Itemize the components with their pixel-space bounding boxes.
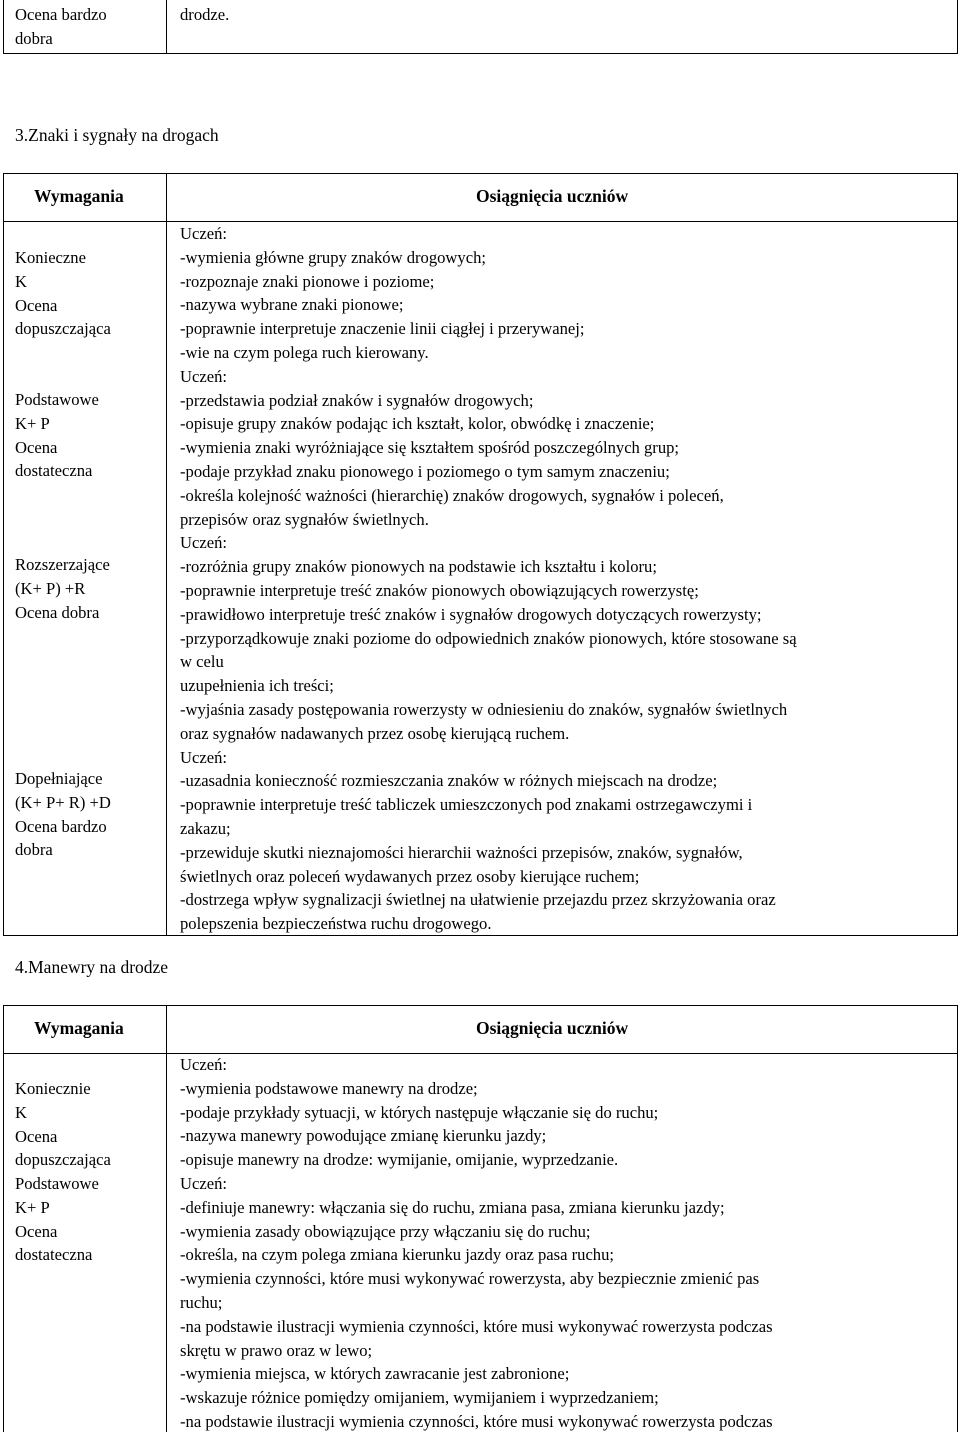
achievement-line: -wie na czym polega ruch kierowany. <box>180 342 429 362</box>
level-line: Ocena dobra <box>15 602 100 622</box>
achievements-header: Osiągnięcia uczniów <box>476 1018 629 1038</box>
achievement-line: -wymienia podstawowe manewry na drodze; <box>180 1078 478 1098</box>
achievement-line: -przedstawia podział znaków i sygnałów drogowych; <box>180 390 534 410</box>
level-extended <box>15 553 110 624</box>
level-line: Ocena bardzo <box>15 5 107 24</box>
achievement-line: drodze. <box>180 5 230 24</box>
level-line: K+ P <box>15 413 50 433</box>
achievement-line: -przewiduje skutki nieznajomości hierarchii ważności przepisów, znaków, sygnałów, <box>180 842 743 862</box>
level-line: Ocena <box>15 1126 58 1146</box>
achievement-line: -wymienia zasady obowiązujące przy włączaniu się do ruchu; <box>180 1221 591 1241</box>
achievement-line: -podaje przykład znaku pionowego i poziomego o tym samym znaczeniu; <box>180 461 670 481</box>
achievement-line: -rozróżnia grupy znaków pionowych na podstawie ich kształtu i koloru; <box>180 557 657 577</box>
top-fragment-table <box>3 0 958 54</box>
achievement-line: -wymienia czynności, które musi wykonywać rowerzysta, aby bezpiecznie zmienić pas <box>180 1269 760 1289</box>
level-line: Rozszerzające <box>15 555 110 574</box>
achievement-line: -nazywa manewry powodujące zmianę kierunku jazdy; <box>180 1126 547 1146</box>
level-complementary <box>15 767 111 862</box>
level-line: dostateczna <box>15 461 93 481</box>
level-line: K+ P <box>15 1197 50 1217</box>
achievement-line: -poprawnie interpretuje treść znaków pionowych obowiązujących rowerzystę; <box>180 580 699 600</box>
achievement-line: -wymienia znaki wyróżniające się kształtem spośród poszczególnych grup; <box>180 438 680 458</box>
requirements-header: Wymagania <box>34 186 124 206</box>
achievement-line: -nazywa wybrane znaki pionowe; <box>180 295 404 315</box>
achievement-line: -definiuje manewry: włączania się do ruchu, zmiana pasa, zmiana kierunku jazdy; <box>180 1197 725 1217</box>
level-standard <box>15 1172 99 1267</box>
achievement-line: -wymienia miejsca, w których zawracanie jest zabronione; <box>180 1364 570 1384</box>
achievements-list <box>180 1053 773 1434</box>
achievement-line: -prawidłowo interpretuje treść znaków i sygnałów drogowych dotyczących rowerzysty; <box>180 604 762 624</box>
achievement-line: -wyjaśnia zasady postępowania rowerzysty w odniesieniu do znaków, sygnałów świetlnych <box>180 699 788 719</box>
top-fragment-level-cell <box>15 3 107 51</box>
achievement-line: -określa kolejność ważności (hierarchię) znaków drogowych, sygnałów i poleceń, <box>180 485 724 505</box>
level-line: dopuszczająca <box>15 319 111 339</box>
level-line: Koniecznie <box>15 1079 91 1098</box>
level-basic <box>15 1077 111 1172</box>
level-standard <box>15 388 99 483</box>
achievement-line: przepisów oraz sygnałów świetlnych. <box>180 509 429 529</box>
level-line: Ocena <box>15 295 58 315</box>
column-divider <box>166 1006 167 1432</box>
column-divider <box>166 0 167 53</box>
column-divider <box>166 174 167 935</box>
achievement-line: -rozpoznaje znaki pionowe i poziome; <box>180 271 435 291</box>
level-line: dopuszczająca <box>15 1150 111 1170</box>
achievement-line: Uczeń: <box>180 533 227 553</box>
achievement-line: -opisuje manewry na drodze: wymijanie, omijanie, wyprzedzanie. <box>180 1150 619 1170</box>
level-line: Podstawowe <box>15 1174 99 1193</box>
level-line: Dopełniające <box>15 769 103 788</box>
level-line: K <box>15 1102 27 1122</box>
achievement-line: Uczeń: <box>180 224 227 243</box>
achievement-line: uzupełnienia ich treści; <box>180 676 334 696</box>
level-line: Konieczne <box>15 248 86 267</box>
achievement-line: -dostrzega wpływ sygnalizacji świetlnej na ułatwienie przejazdu przez skrzyżowania oraz <box>180 890 776 910</box>
section-4-title: 4.Manewry na drodze <box>15 957 169 977</box>
level-line: K <box>15 271 27 291</box>
achievement-line: oraz sygnałów nadawanych przez osobę kierującą ruchem. <box>180 723 570 743</box>
level-line: (K+ P+ R) +D <box>15 792 111 812</box>
achievements-header: Osiągnięcia uczniów <box>476 186 629 206</box>
achievement-line: -wymienia główne grupy znaków drogowych; <box>180 247 486 267</box>
achievement-line: skrętu w prawo oraz w lewo; <box>180 1340 373 1360</box>
achievement-line: -podaje przykłady sytuacji, w których następuje włączanie się do ruchu; <box>180 1102 659 1122</box>
achievement-line: -poprawnie interpretuje znaczenie linii ciągłej i przerywanej; <box>180 319 585 339</box>
achievement-line: -poprawnie interpretuje treść tabliczek umieszczonych pod znakami ostrzegawczymi i <box>180 795 753 815</box>
achievement-line: -wskazuje różnice pomiędzy omijaniem, wymijaniem i wyprzedzaniem; <box>180 1388 659 1408</box>
achievement-line: -na podstawie ilustracji wymienia czynności, które musi wykonywać rowerzysta podczas <box>180 1316 773 1336</box>
level-basic <box>15 246 111 341</box>
achievement-line: świetlnych oraz poleceń wydawanych przez osoby kierujące ruchem; <box>180 866 640 886</box>
level-line: Ocena <box>15 1221 58 1241</box>
level-line: dobra <box>15 28 53 48</box>
level-line: (K+ P) +R <box>15 578 86 598</box>
achievement-line: w celu <box>180 652 224 672</box>
section-4-table <box>3 1005 958 1432</box>
requirements-header: Wymagania <box>34 1018 124 1038</box>
level-line: Podstawowe <box>15 390 99 409</box>
level-line: Ocena <box>15 437 58 457</box>
level-line: Ocena bardzo <box>15 816 107 836</box>
achievement-line: Uczeń: <box>180 1055 227 1074</box>
achievements-list <box>180 222 797 936</box>
achievement-line: -uzasadnia konieczność rozmieszczania znaków w różnych miejscach na drodze; <box>180 771 718 791</box>
achievement-line: -opisuje grupy znaków podając ich kształt, kolor, obwódkę i znaczenie; <box>180 414 655 434</box>
achievement-line: Uczeń: <box>180 747 227 767</box>
level-line: dostateczna <box>15 1245 93 1265</box>
section-3-title: 3.Znaki i sygnały na drogach <box>15 125 219 145</box>
level-line: dobra <box>15 840 53 860</box>
achievement-line: -określa, na czym polega zmiana kierunku jazdy oraz pasa ruchu; <box>180 1245 615 1265</box>
achievement-line: polepszenia bezpieczeństwa ruchu drogowego. <box>180 914 492 934</box>
section-3-table <box>3 173 958 936</box>
achievement-line: zakazu; <box>180 818 231 838</box>
achievement-line: Uczeń: <box>180 366 227 386</box>
achievement-line: ruchu; <box>180 1292 223 1312</box>
top-fragment-achievement-cell <box>180 3 229 27</box>
achievement-line: -przyporządkowuje znaki poziome do odpowiednich znaków pionowych, które stosowane są <box>180 628 797 648</box>
achievement-line: Uczeń: <box>180 1173 227 1193</box>
achievement-line: -na podstawie ilustracji wymienia czynności, które musi wykonywać rowerzysta podczas <box>180 1411 773 1431</box>
